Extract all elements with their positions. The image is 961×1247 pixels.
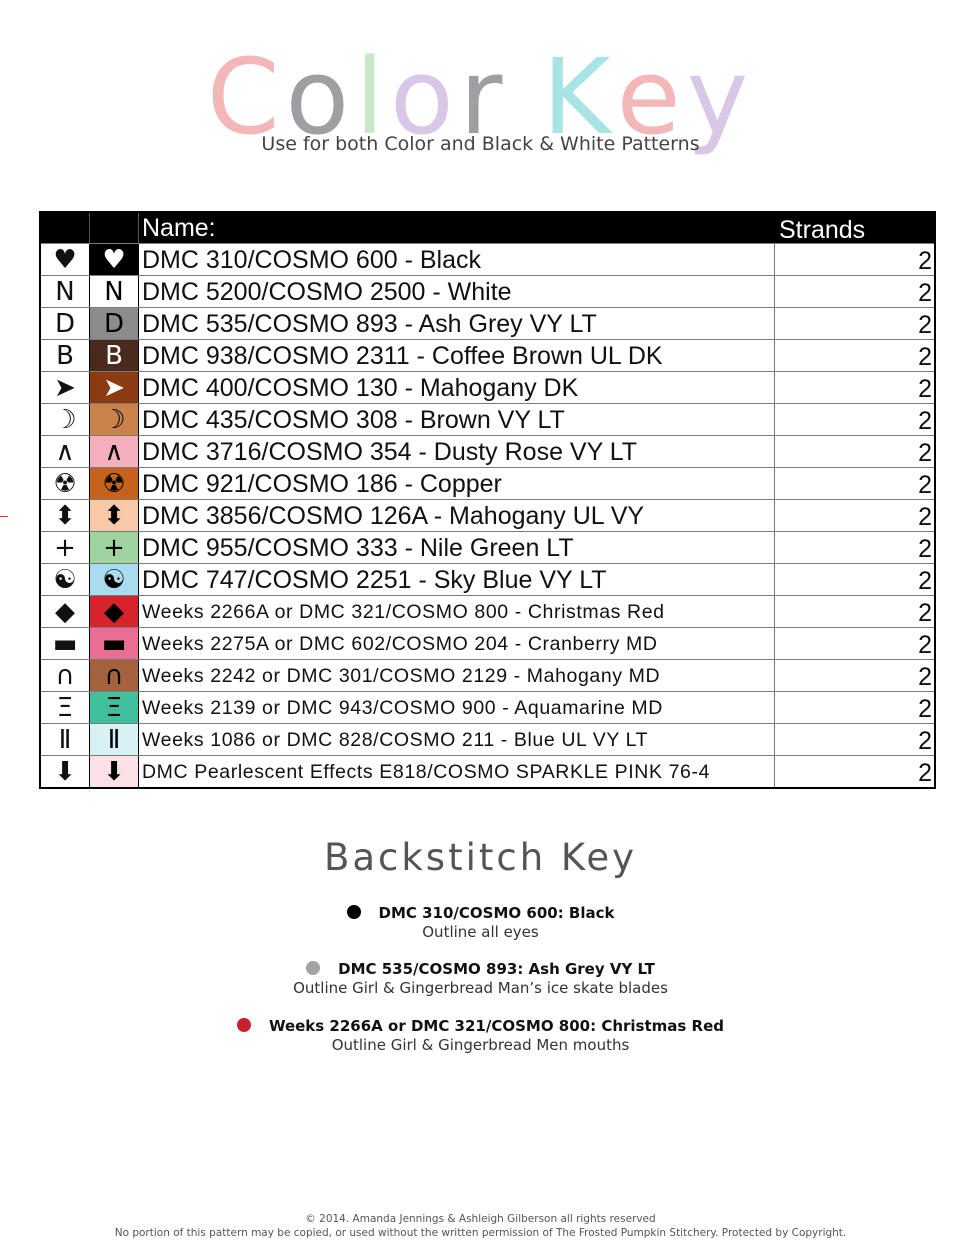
table-row [41,659,934,691]
backstitch-item [0,960,961,998]
color-swatch: Ξ [90,692,139,723]
title-letter: r [459,36,509,158]
table-row [41,435,934,467]
backstitch-label: DMC 535/COSMO 893: Ash Grey VY LT [338,960,655,978]
strands-count: 2 [918,439,932,467]
strands-count: 2 [918,535,932,563]
header-symbol-col [41,213,90,243]
table-row [41,563,934,595]
header-strands: Strands [779,216,866,244]
color-swatch: Ⅱ [90,724,139,755]
symbol-icon: ∩ [41,660,90,691]
copyright-line: © 2014. Amanda Jennings & Ashleigh Gilberson all rights reserved [305,1213,656,1225]
thread-name: Weeks 2275A or DMC 602/COSMO 204 - Cranberry MD [139,628,775,659]
color-swatch: + [90,532,139,563]
table-row [41,627,934,659]
symbol-icon: ☢ [41,468,90,499]
backstitch-label: Weeks 2266A or DMC 321/COSMO 800: Christmas Red [268,1017,725,1035]
color-swatch: ☯ [90,564,139,595]
title-letter: y [686,36,755,158]
thread-name: DMC 747/COSMO 2251 - Sky Blue VY LT [139,564,775,595]
title-letter: C [206,36,286,158]
strands-count: 2 [918,599,932,627]
table-row [41,403,934,435]
header-color-col [90,213,139,243]
strands-count: 2 [918,279,932,307]
thread-name: DMC 435/COSMO 308 - Brown VY LT [139,404,775,435]
title-letter: o [285,36,356,158]
color-swatch: D [90,308,139,339]
color-swatch: ➤ [90,372,139,403]
backstitch-item [0,1017,961,1055]
backstitch-note: Outline Girl & Gingerbread Man’s ice skate blades [293,979,668,997]
table-row [41,467,934,499]
backstitch-note: Outline all eyes [422,923,539,941]
symbol-icon: Ξ [41,692,90,723]
symbol-icon: ➤ [41,372,90,403]
table-row [41,691,934,723]
table-row [41,595,934,627]
color-swatch: N [90,276,139,307]
color-swatch: ⬇ [90,756,139,787]
strands-count: 2 [918,247,932,275]
color-swatch: ∧ [90,436,139,467]
symbol-icon: D [41,308,90,339]
color-dot-icon [347,905,361,919]
table-row [41,755,934,787]
thread-name: Weeks 2266A or DMC 321/COSMO 800 - Christmas Red [139,596,775,627]
color-swatch: ♥ [90,244,139,275]
color-key-table [39,211,936,789]
color-swatch: ⬍ [90,500,139,531]
thread-name: DMC Pearlescent Effects E818/COSMO SPARKLE PINK 76-4 [139,756,775,787]
thread-name: DMC 535/COSMO 893 - Ash Grey VY LT [139,308,775,339]
symbol-icon: + [41,532,90,563]
color-dot-icon [306,961,320,975]
thread-name: DMC 5200/COSMO 2500 - White [139,276,775,307]
table-body [41,243,934,787]
strands-count: 2 [918,567,932,595]
title-letter: l [355,36,391,158]
title-letter: K [542,36,617,158]
symbol-icon: ⬇ [41,756,90,787]
table-row [41,499,934,531]
strands-count: 2 [918,407,932,435]
symbol-icon: ◆ [41,596,90,627]
color-dot-icon [237,1018,251,1032]
strands-count: 2 [918,759,932,787]
thread-name: DMC 310/COSMO 600 - Black [139,244,775,275]
strands-count: 2 [918,727,932,755]
symbol-icon: ☽ [41,404,90,435]
color-swatch: ◆ [90,596,139,627]
strands-count: 2 [918,471,932,499]
backstitch-title: Backstitch Key [323,836,638,879]
color-swatch: ☢ [90,468,139,499]
table-row [41,275,934,307]
color-swatch: ☽ [90,404,139,435]
title-letter: o [390,36,460,158]
symbol-icon: ♥ [41,244,90,275]
permission-line: No portion of this pattern may be copied, or used without the written permission of The Frosted Pumpkin Stitchery. Protected by Copyright. [114,1227,847,1239]
color-swatch: ▬ [90,628,139,659]
thread-name: DMC 938/COSMO 2311 - Coffee Brown UL DK [139,340,775,371]
strands-count: 2 [918,503,932,531]
symbol-icon: ⬍ [41,500,90,531]
symbol-icon: Ⅱ [41,724,90,755]
table-row [41,243,934,275]
footer [0,1212,961,1240]
strands-count: 2 [918,663,932,691]
thread-name: DMC 400/COSMO 130 - Mahogany DK [139,372,775,403]
title-letter: e [616,36,687,158]
header-name: Name: [142,214,216,242]
backstitch-note: Outline Girl & Gingerbread Men mouths [331,1036,630,1054]
strands-count: 2 [918,343,932,371]
thread-name: Weeks 2139 or DMC 943/COSMO 900 - Aquamarine MD [139,692,775,723]
symbol-icon: N [41,276,90,307]
strands-count: 2 [918,631,932,659]
table-row [41,531,934,563]
backstitch-item [0,904,961,942]
thread-name: DMC 955/COSMO 333 - Nile Green LT [139,532,775,563]
edge-mark [0,516,8,517]
symbol-icon: ☯ [41,564,90,595]
table-row [41,723,934,755]
table-row [41,339,934,371]
table-row [41,371,934,403]
symbol-icon: B [41,340,90,371]
strands-count: 2 [918,311,932,339]
backstitch-label: DMC 310/COSMO 600: Black [378,904,615,922]
thread-name: Weeks 2242 or DMC 301/COSMO 2129 - Mahogany MD [139,660,775,691]
strands-count: 2 [918,375,932,403]
table-row [41,307,934,339]
strands-count: 2 [918,695,932,723]
thread-name: Weeks 1086 or DMC 828/COSMO 211 - Blue UL VY LT [139,724,775,755]
thread-name: DMC 3856/COSMO 126A - Mahogany UL VY [139,500,775,531]
symbol-icon: ▬ [41,628,90,659]
table-header [41,213,934,243]
color-swatch: B [90,340,139,371]
thread-name: DMC 3716/COSMO 354 - Dusty Rose VY LT [139,436,775,467]
subtitle: Use for both Color and Black & White Patterns [261,133,700,155]
symbol-icon: ∧ [41,436,90,467]
color-swatch: ∩ [90,660,139,691]
thread-name: DMC 921/COSMO 186 - Copper [139,468,775,499]
